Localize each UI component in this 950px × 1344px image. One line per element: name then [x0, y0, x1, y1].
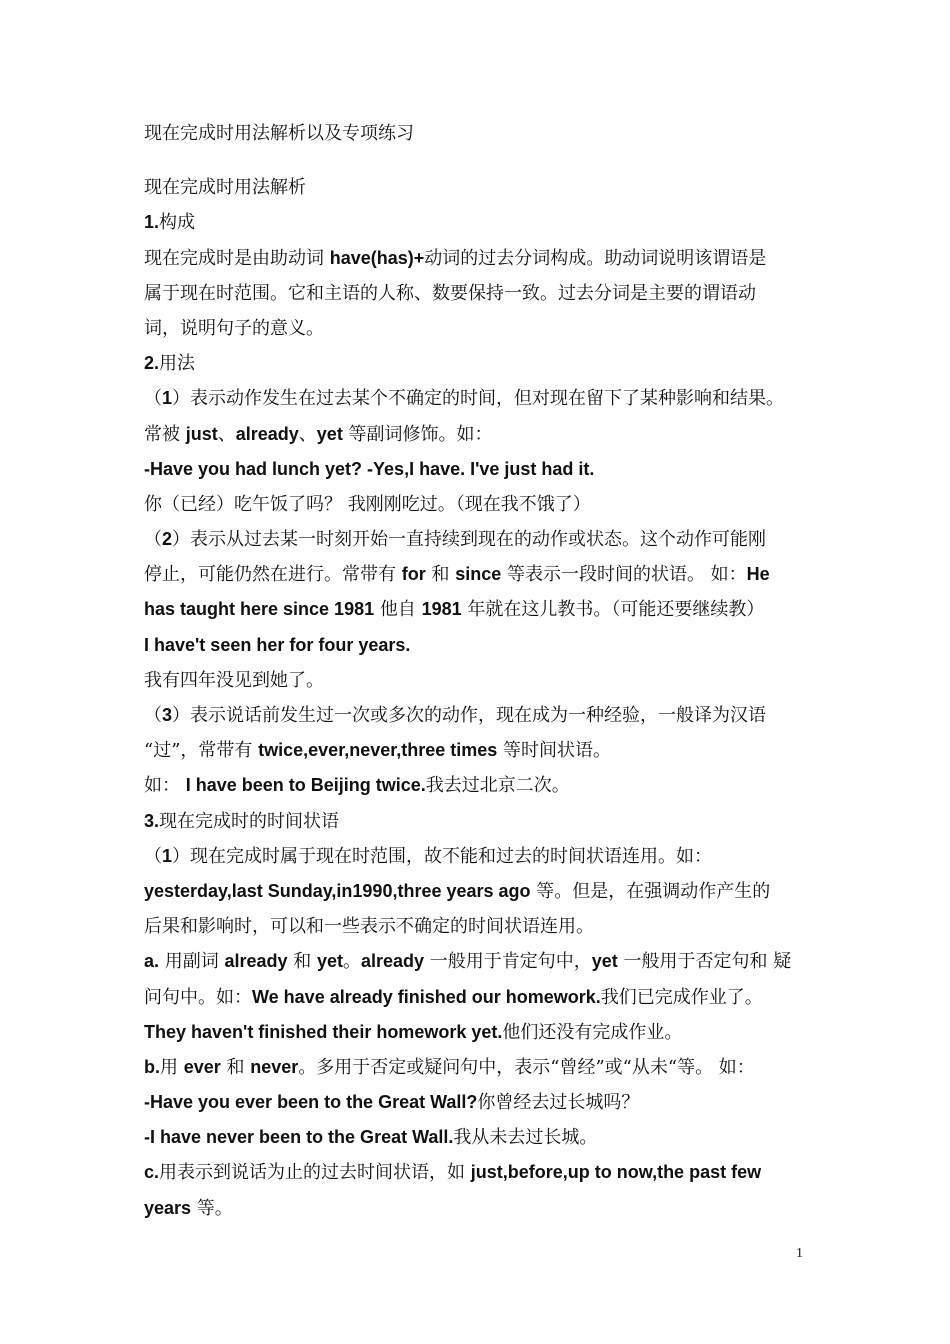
text-segment: 用副词 [159, 951, 225, 973]
text-segment: 他自 [374, 599, 422, 621]
text-segment: 一般用于否定句和 疑 [617, 951, 792, 973]
text-line [144, 1015, 816, 1050]
bold-text: years [144, 1197, 192, 1218]
document-body [144, 116, 816, 1226]
bold-text: a. [144, 951, 160, 972]
bold-text: have(has)+ [329, 247, 425, 268]
bold-text: has taught here since 1981 [144, 599, 375, 620]
page-number: 1 [796, 1246, 803, 1261]
text-segment: 如： [144, 775, 186, 797]
text-segment: 等时间状语。 [497, 740, 612, 762]
bold-text: 1 [162, 845, 173, 866]
bold-text: He [746, 564, 770, 585]
text-segment: （ [144, 845, 162, 867]
text-segment: 属于现在时范围。它和主语的人称、数要保持一致。过去分词是主要的谓语动 [144, 282, 756, 304]
text-segment: 和 [425, 564, 456, 586]
text-line [144, 1191, 816, 1226]
text-segment: 等。但是，在强调动作产生的 [530, 880, 771, 902]
text-line [144, 381, 816, 416]
bold-text: yet [316, 951, 343, 972]
bold-text: yet [316, 423, 343, 444]
text-segment: 后果和影响时，可以和一些表示不确定的时间状语连用。 [144, 916, 594, 938]
text-segment: 一般用于肯定句中， [424, 951, 592, 973]
document-text [144, 170, 816, 1226]
text-segment: 你（已经）吃午饭了吗？ 我刚刚吃过。（现在我不饿了） [144, 493, 591, 515]
bold-text: 1981 [421, 599, 462, 620]
text-line [144, 733, 816, 768]
bold-text: since [455, 564, 502, 585]
bold-text: already [360, 951, 425, 972]
text-line [144, 698, 816, 733]
text-line [144, 1050, 816, 1085]
text-segment: 构成 [159, 212, 196, 234]
text-line [144, 346, 816, 381]
text-segment: “过”，常带有 [144, 740, 259, 762]
bold-text: I have been to Beijing twice. [185, 775, 426, 796]
text-segment: 用法 [159, 353, 196, 375]
text-segment: （ [144, 388, 162, 410]
text-line [144, 980, 816, 1015]
text-segment: 现在完成时的时间状语 [159, 810, 340, 832]
text-segment: 年就在这儿教书。（可能还要继续教） [461, 599, 765, 621]
text-line [144, 874, 816, 909]
text-line [144, 768, 816, 803]
text-segment: 我去过北京二次。 [425, 775, 570, 797]
text-segment: 他们还没有完成作业。 [502, 1021, 683, 1043]
bold-text: -Have you ever been to the Great Wall? [144, 1092, 478, 1113]
text-segment: ）表示从过去某一时刻开始一直持续到现在的动作或状态。这个动作可能刚 [172, 529, 767, 551]
text-segment: 我从未去过长城。 [453, 1127, 598, 1149]
bold-text: 3 [162, 705, 173, 725]
text-line [144, 839, 816, 874]
text-segment: 停止，可能仍然在进行。常带有 [144, 564, 402, 586]
document-title: 现在完成时用法解析以及专项练习 [144, 123, 414, 144]
text-segment: 。 [342, 951, 361, 973]
text-line [144, 417, 816, 452]
bold-text: already [224, 951, 288, 972]
text-line [144, 804, 816, 839]
text-line [144, 276, 816, 311]
bold-text: We have already finished our homework. [252, 986, 601, 1007]
text-line [144, 944, 816, 979]
bold-text: 1. [144, 212, 160, 233]
text-segment: 等副词修饰。如： [342, 423, 493, 445]
text-segment: ）表示说话前发生过一次或多次的动作，现在成为一种经验，一般译为汉语 [172, 705, 767, 726]
text-segment: 用表示到说话为止的过去时间状语，如 [159, 1162, 471, 1184]
text-line [144, 452, 816, 487]
text-segment: 词，说明句子的意义。 [144, 317, 324, 339]
text-line [144, 663, 816, 698]
text-segment: 、 [298, 423, 317, 445]
text-segment: 我有四年没见到她了。 [144, 669, 324, 691]
text-segment: 和 [287, 951, 317, 973]
bold-text: for [401, 564, 426, 585]
text-segment: （ [144, 529, 162, 551]
bold-text: yet [591, 951, 618, 972]
text-segment: 现在完成时是由助动词 [144, 247, 330, 269]
bold-text: ever [183, 1056, 221, 1077]
bold-text: never [250, 1056, 299, 1077]
text-segment: 现在完成时用法解析 [144, 177, 306, 199]
bold-text: twice,ever,never,three times [258, 740, 498, 761]
text-segment: （ [144, 705, 162, 726]
bold-text: c. [144, 1162, 160, 1183]
bold-text: They haven't finished their homework yet. [144, 1021, 503, 1042]
bold-text: already [235, 423, 299, 444]
bold-text: 2 [162, 529, 173, 550]
text-line [144, 1085, 816, 1120]
text-line [144, 628, 816, 663]
bold-text: I have't seen her for four years. [144, 634, 411, 655]
text-line [144, 1155, 816, 1190]
bold-text: yesterday,last Sunday,in1990,three years ago [144, 880, 531, 901]
text-segment: 、 [217, 423, 236, 445]
bold-text: -Have you had lunch yet? -Yes,I have. I've just had it. [144, 458, 595, 479]
bold-text: just [185, 423, 218, 444]
text-line [144, 205, 816, 240]
bold-text: b. [144, 1056, 160, 1077]
text-segment: 和 [220, 1056, 251, 1078]
text-segment: 常被 [144, 423, 186, 445]
text-segment: 你曾经去过长城吗？ [477, 1092, 640, 1114]
text-line [144, 522, 816, 557]
text-line [144, 170, 816, 205]
text-line [144, 1120, 816, 1155]
text-segment: ）表示动作发生在过去某个不确定的时间，但对现在留下了某种影响和结果。 [172, 388, 785, 410]
text-line [144, 557, 816, 592]
text-segment: ）现在完成时属于现在时范围，故不能和过去的时间状语连用。如： [172, 845, 713, 867]
text-line [144, 241, 816, 276]
text-segment: 我们已完成作业了。 [600, 986, 763, 1008]
bold-text: 3. [144, 810, 160, 831]
bold-text: -I have never been to the Great Wall. [144, 1127, 454, 1148]
text-line [144, 909, 816, 944]
text-segment: 等表示一段时间的状语。 如： [501, 564, 747, 586]
text-segment: 问句中。如： [144, 986, 252, 1008]
text-segment: 用 [160, 1056, 184, 1078]
text-line [144, 487, 816, 522]
text-segment: 等。 [191, 1197, 233, 1219]
bold-text: just,before,up to now,the past few [470, 1162, 762, 1183]
text-line [144, 592, 816, 627]
text-line [144, 311, 816, 346]
text-segment: 。多用于否定或疑问句中，表示“曾经”或“从未“等。 如： [298, 1056, 755, 1078]
bold-text: 2. [144, 353, 160, 374]
bold-text: 1 [162, 388, 173, 409]
text-segment: 动词的过去分词构成。助动词说明该谓语是 [424, 247, 767, 269]
